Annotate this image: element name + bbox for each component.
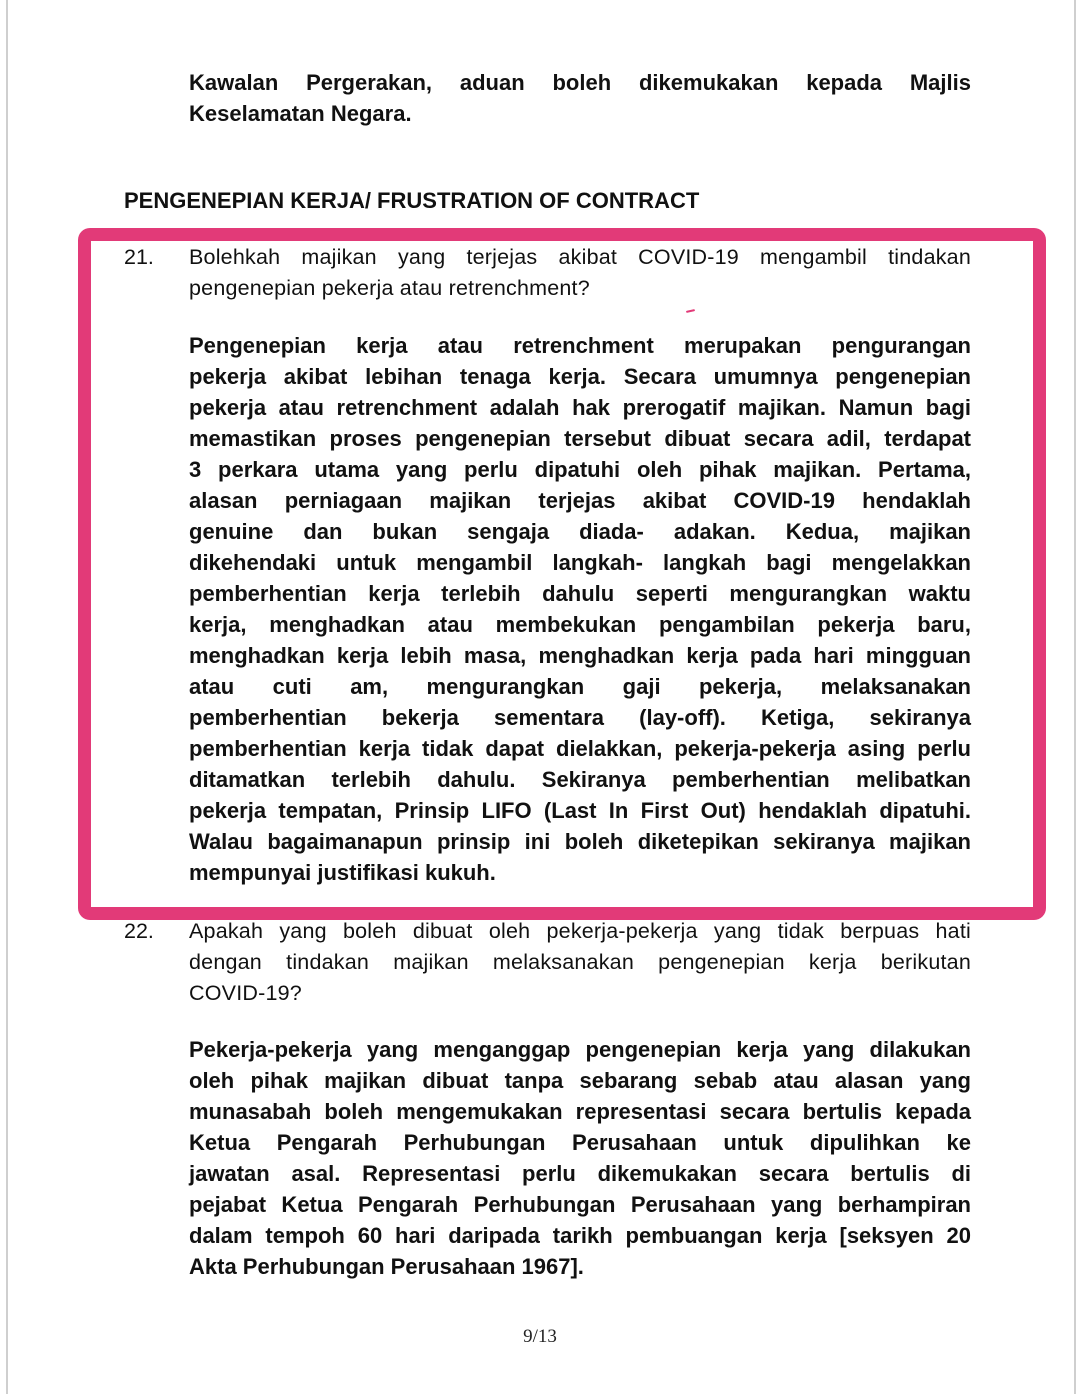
question-number-21: 21.	[124, 245, 154, 269]
intro-paragraph	[189, 67, 971, 129]
question-line: pengenepian pekerja atau retrenchment?	[189, 276, 590, 300]
answer-line: pemberhentian kerja tidak dapat dielakkan, pekerja-pekerja asing perlu	[189, 736, 971, 761]
answer-line: pekerja tempatan, Prinsip LIFO (Last In First Out) hendaklah dipatuhi.	[189, 798, 971, 823]
answer-line: dalam tempoh 60 hari daripada tarikh pembuangan kerja [seksyen 20	[189, 1223, 971, 1248]
answer-line: pekerja akibat lebihan tenaga kerja. Secara umumnya pengenepian	[189, 364, 971, 389]
answer-line: jawatan asal. Representasi perlu dikemukakan secara bertulis di	[189, 1161, 971, 1186]
answer-line: kerja, menghadkan atau membekukan pengambilan pekerja baru,	[189, 612, 971, 637]
question-line: dengan tindakan majikan melaksanakan pengenepian kerja berikutan	[189, 950, 971, 974]
question-line: COVID-19?	[189, 981, 302, 1005]
page-edge-left	[6, 0, 8, 1394]
answer-line: menghadkan kerja lebih masa, menghadkan kerja pada hari mingguan	[189, 643, 971, 668]
answer-line: mempunyai justifikasi kukuh.	[189, 860, 496, 885]
answer-line: pekerja atau retrenchment adalah hak prerogatif majikan. Namun bagi	[189, 395, 971, 420]
question-line: Apakah yang boleh dibuat oleh pekerja-pekerja yang tidak berpuas hati	[189, 919, 971, 943]
answer-21	[189, 330, 971, 888]
answer-line: genuine dan bukan sengaja diada- adakan. Kedua, majikan	[189, 519, 971, 544]
answer-line: memastikan proses pengenepian tersebut dibuat secara adil, terdapat	[189, 426, 971, 451]
question-22	[189, 916, 971, 1009]
intro-line: Keselamatan Negara.	[189, 101, 412, 126]
answer-line: pemberhentian kerja terlebih dahulu seperti mengurangkan waktu	[189, 581, 971, 606]
question-line: Bolehkah majikan yang terjejas akibat COVID-19 mengambil tindakan	[189, 245, 971, 269]
answer-line: dikehendaki untuk mengambil langkah- langkah bagi mengelakkan	[189, 550, 971, 575]
answer-line: ditamatkan terlebih dahulu. Sekiranya pemberhentian melibatkan	[189, 767, 971, 792]
intro-line: Kawalan Pergerakan, aduan boleh dikemukakan kepada Majlis	[189, 70, 971, 95]
answer-line: atau cuti am, mengurangkan gaji pekerja, melaksanakan	[189, 674, 971, 699]
question-number-22: 22.	[124, 919, 154, 943]
answer-line: alasan perniagaan majikan terjejas akibat COVID-19 hendaklah	[189, 488, 971, 513]
page-edge-right	[1074, 0, 1076, 1394]
answer-22	[189, 1034, 971, 1282]
answer-line: pejabat Ketua Pengarah Perhubungan Perusahaan yang berhampiran	[189, 1192, 971, 1217]
page-number: 9/13	[523, 1326, 557, 1347]
answer-line: 3 perkara utama yang perlu dipatuhi oleh pihak majikan. Pertama,	[189, 457, 971, 482]
answer-line: Walau bagaimanapun prinsip ini boleh diketepikan sekiranya majikan	[189, 829, 971, 854]
answer-line: oleh pihak majikan dibuat tanpa sebarang sebab atau alasan yang	[189, 1068, 971, 1093]
section-heading: PENGENEPIAN KERJA/ FRUSTRATION OF CONTRACT	[124, 188, 700, 213]
answer-line: munasabah boleh mengemukakan representasi secara bertulis kepada	[189, 1099, 971, 1124]
answer-line: Pekerja-pekerja yang menganggap pengenepian kerja yang dilakukan	[189, 1037, 971, 1062]
answer-line: Pengenepian kerja atau retrenchment merupakan pengurangan	[189, 333, 971, 358]
answer-line: Akta Perhubungan Perusahaan 1967].	[189, 1254, 584, 1279]
answer-line: Ketua Pengarah Perhubungan Perusahaan untuk dipulihkan ke	[189, 1130, 971, 1155]
question-21	[189, 242, 971, 304]
answer-line: pemberhentian bekerja sementara (lay-off). Ketiga, sekiranya	[189, 705, 971, 730]
